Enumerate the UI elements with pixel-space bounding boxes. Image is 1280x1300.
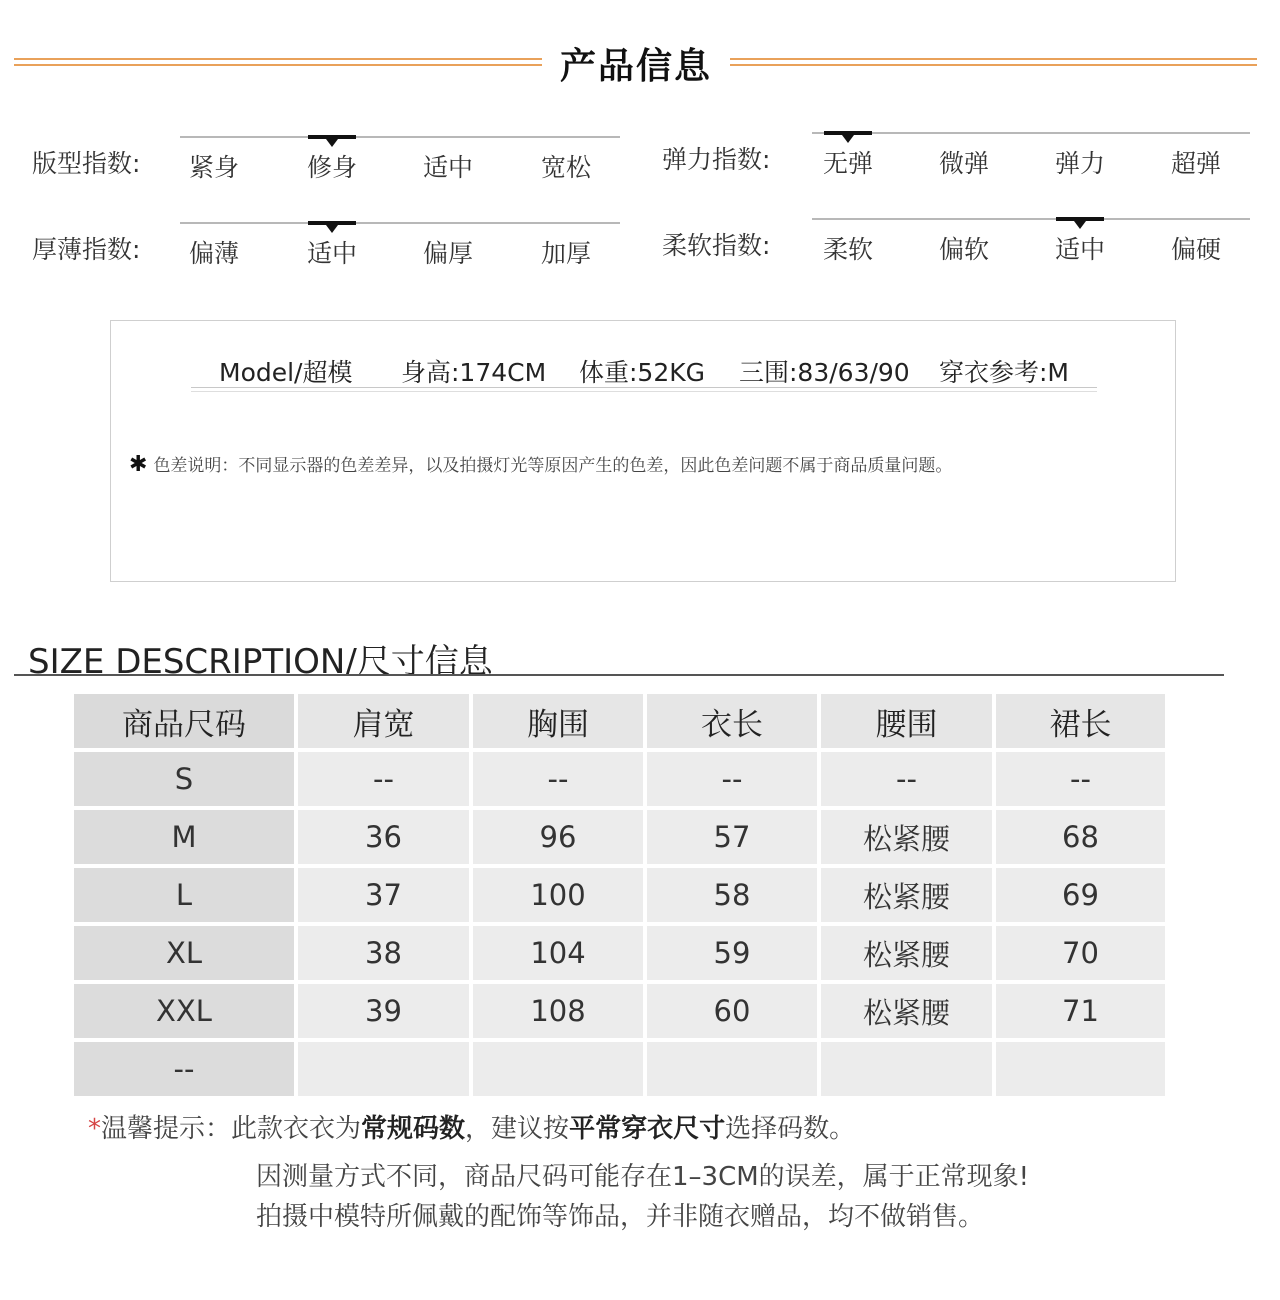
- index-option: 偏软: [938, 235, 989, 264]
- table-cell: 松紧腰: [821, 984, 992, 1038]
- table-cell: 松紧腰: [821, 810, 992, 864]
- index-option: 宽松: [540, 153, 591, 182]
- index-softness: [662, 218, 1262, 278]
- table-header-cell: 腰围: [821, 694, 992, 748]
- table-row: [74, 868, 1165, 922]
- selected-marker-icon: [308, 221, 356, 225]
- index-option: 超弹: [1170, 149, 1221, 178]
- index-fit: [32, 136, 632, 196]
- table-cell: 57: [647, 810, 817, 864]
- table-cell: 60: [647, 984, 817, 1038]
- header-rule-right: [730, 58, 1257, 66]
- table-cell: [821, 1042, 992, 1096]
- table-header-cell: 肩宽: [298, 694, 469, 748]
- table-cell: --: [821, 752, 992, 806]
- index-track: [180, 136, 620, 194]
- tips-text: 此款衣衣为: [231, 1114, 362, 1144]
- asterisk-icon: ✱: [129, 452, 148, 477]
- index-option: 偏硬: [1170, 235, 1221, 264]
- tips-emphasis: 常规码数: [361, 1114, 466, 1144]
- table-cell: L: [74, 868, 294, 922]
- index-option: 紧身: [188, 153, 239, 182]
- table-cell: 68: [996, 810, 1165, 864]
- table-cell: 39: [298, 984, 469, 1038]
- table-cell: [996, 1042, 1165, 1096]
- table-cell: 108: [473, 984, 643, 1038]
- table-cell: 100: [473, 868, 643, 922]
- index-label: 弹力指数:: [662, 145, 771, 174]
- table-cell: 58: [647, 868, 817, 922]
- index-track: [812, 132, 1250, 190]
- table-cell: [473, 1042, 643, 1096]
- table-cell: 37: [298, 868, 469, 922]
- page-title: 产品信息: [559, 46, 712, 87]
- table-cell: M: [74, 810, 294, 864]
- table-cell: 36: [298, 810, 469, 864]
- index-label: 柔软指数:: [662, 231, 771, 260]
- table-row: [74, 810, 1165, 864]
- table-cell: --: [996, 752, 1165, 806]
- tips-line-1: [88, 1108, 855, 1145]
- tips-line-2: 因测量方式不同，商品尺码可能存在1–3CM的误差，属于正常现象!: [256, 1162, 1030, 1192]
- tips-text: ，建议按: [465, 1114, 570, 1144]
- index-label: 版型指数:: [32, 149, 141, 178]
- index-track: [180, 222, 620, 280]
- table-cell: 59: [647, 926, 817, 980]
- size-section-divider: [14, 674, 1224, 676]
- table-cell: 104: [473, 926, 643, 980]
- model-height: 身高:174CM: [401, 358, 547, 387]
- color-difference-note: [129, 451, 952, 477]
- table-header-cell: 裙长: [996, 694, 1165, 748]
- table-cell: [647, 1042, 817, 1096]
- table-cell: S: [74, 752, 294, 806]
- table-cell: --: [298, 752, 469, 806]
- index-option: 弹力: [1054, 149, 1105, 178]
- table-cell: 38: [298, 926, 469, 980]
- index-option: 适中: [306, 239, 357, 268]
- index-option: 修身: [306, 153, 357, 182]
- selected-marker-icon: [824, 131, 872, 135]
- tips-asterisk: *: [88, 1114, 101, 1144]
- index-option: 无弹: [822, 149, 873, 178]
- table-cell: XL: [74, 926, 294, 980]
- table-cell: 70: [996, 926, 1165, 980]
- index-elasticity: [662, 132, 1262, 192]
- note-text: 色差说明：不同显示器的色差差异，以及拍摄灯光等原因产生的色差，因此色差问题不属于商品质量问题。: [153, 456, 953, 476]
- table-row: [74, 984, 1165, 1038]
- tips-label: 温馨提示：: [101, 1114, 232, 1144]
- table-cell: --: [74, 1042, 294, 1096]
- table-cell: [298, 1042, 469, 1096]
- index-option: 加厚: [540, 239, 591, 268]
- index-option: 偏薄: [188, 239, 239, 268]
- index-option: 适中: [422, 153, 473, 182]
- table-cell: --: [647, 752, 817, 806]
- table-header-cell: 胸围: [473, 694, 643, 748]
- tips-emphasis: 平常穿衣尺寸: [569, 1114, 726, 1144]
- table-header-cell: 商品尺码: [74, 694, 294, 748]
- selected-marker-icon: [308, 135, 356, 139]
- table-cell: 71: [996, 984, 1165, 1038]
- table-cell: 松紧腰: [821, 868, 992, 922]
- index-option: 适中: [1054, 235, 1105, 264]
- table-header-cell: 衣长: [647, 694, 817, 748]
- table-cell: 松紧腰: [821, 926, 992, 980]
- model-name: Model/超模: [219, 358, 353, 387]
- tips-line-3: 拍摄中模特所佩戴的配饰等饰品，并非随衣赠品，均不做销售。: [256, 1202, 985, 1232]
- index-option: 微弹: [938, 149, 989, 178]
- product-info-header: [0, 30, 1280, 94]
- selected-marker-icon: [1056, 217, 1104, 221]
- table-cell: 96: [473, 810, 643, 864]
- table-row: [74, 1042, 1165, 1096]
- index-option: 柔软: [822, 235, 873, 264]
- model-stats-row: [191, 351, 1097, 388]
- model-measurements: 三围:83/63/90: [739, 358, 910, 387]
- table-header-row: [74, 694, 1165, 748]
- tips-text: 选择码数。: [725, 1114, 856, 1144]
- index-thickness: [32, 222, 632, 282]
- model-info-box: [110, 320, 1176, 582]
- size-table: [70, 690, 1169, 1100]
- model-size-reference: 穿衣参考:M: [939, 358, 1069, 387]
- index-label: 厚薄指数:: [32, 235, 141, 264]
- index-option: 偏厚: [422, 239, 473, 268]
- table-row: [74, 752, 1165, 806]
- table-row: [74, 926, 1165, 980]
- size-section-title: SIZE DESCRIPTION/尺寸信息: [28, 642, 493, 682]
- table-cell: 69: [996, 868, 1165, 922]
- table-cell: --: [473, 752, 643, 806]
- model-weight: 体重:52KG: [579, 358, 706, 387]
- index-track: [812, 218, 1250, 276]
- header-rule-left: [14, 58, 542, 66]
- table-cell: XXL: [74, 984, 294, 1038]
